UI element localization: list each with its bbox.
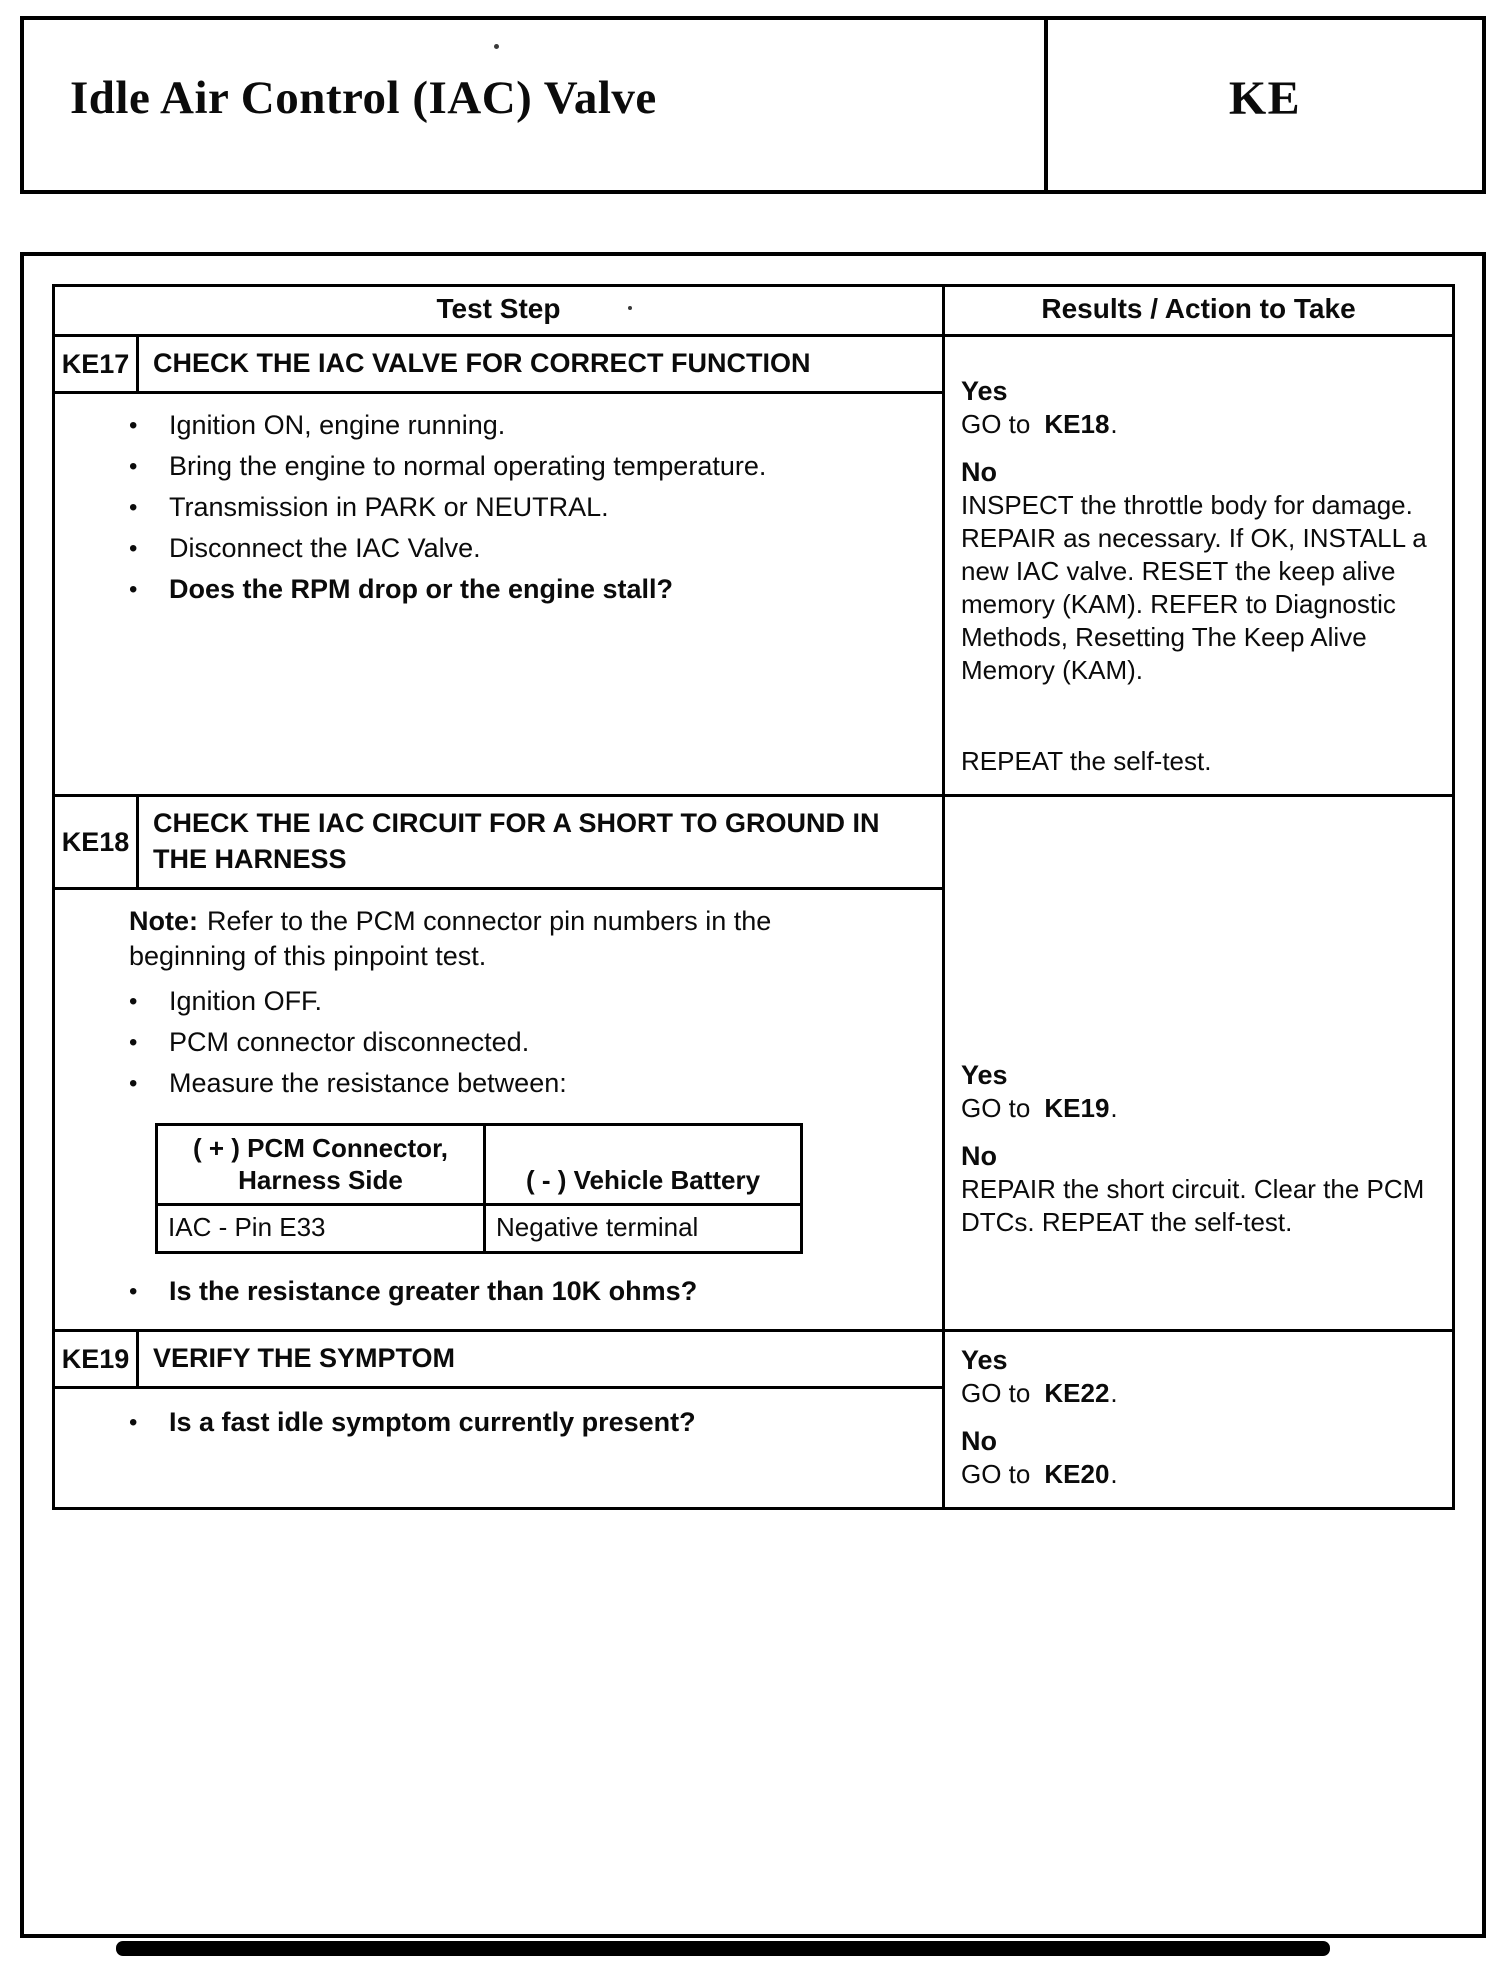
test-step-cell-ke18 <box>54 796 944 1331</box>
scan-artifact-speck <box>628 306 632 310</box>
pinpoint-test-table <box>52 284 1455 1510</box>
test-question-ke18: • Is the resistance greater than 10K ohms? <box>129 1274 918 1309</box>
measure-col2-header: ( - ) Vehicle Battery <box>485 1125 802 1205</box>
bullet-icon: • <box>129 988 138 1015</box>
step-title-ke19: VERIFY THE SYMPTOM <box>153 1343 456 1373</box>
table-header-row <box>54 286 1454 336</box>
instruction-item: • Bring the engine to normal operating temperature. <box>129 449 918 484</box>
question-list-ke19 <box>55 1405 918 1440</box>
go-to-target: KE20 <box>1044 1459 1110 1489</box>
scan-artifact-bar <box>116 1941 1330 1956</box>
instruction-item: • Ignition OFF. <box>129 984 918 1019</box>
test-section-ke17 <box>54 336 1454 796</box>
instruction-item: • Measure the resistance between: <box>129 1066 918 1101</box>
test-question-ke19: • Is a fast idle symptom currently present? <box>129 1405 918 1440</box>
scan-artifact-speck <box>494 44 499 49</box>
result-content-ke17 <box>961 337 1444 778</box>
bullet-icon: • <box>129 1070 138 1097</box>
no-label: No <box>961 457 997 487</box>
step-title-ke17: CHECK THE IAC VALVE FOR CORRECT FUNCTION <box>153 348 811 378</box>
test-question-ke17: • Does the RPM drop or the engine stall? <box>129 572 918 607</box>
instruction-item: • Disconnect the IAC Valve. <box>129 531 918 566</box>
go-to-target: KE18 <box>1044 409 1110 439</box>
bullet-icon: • <box>129 535 138 562</box>
instruction-item: • Transmission in PARK or NEUTRAL. <box>129 490 918 525</box>
yes-label: Yes <box>961 1060 1008 1090</box>
page-title-area <box>24 20 1044 190</box>
no-label: No <box>961 1141 997 1171</box>
test-section-ke18 <box>54 796 1454 1331</box>
step-body-ke19 <box>55 1389 942 1480</box>
step-id-ke17: KE17 <box>55 337 139 391</box>
results-cell-ke19 <box>944 1331 1454 1509</box>
no-label: No <box>961 1426 997 1456</box>
page-header-box <box>20 16 1486 194</box>
results-cell-ke17 <box>944 336 1454 796</box>
page-title: Idle Air Control (IAC) Valve <box>70 72 657 124</box>
result-content-ke18 <box>961 797 1444 1239</box>
repeat-self-test-note: REPEAT the self-test. <box>961 746 1212 776</box>
bullet-icon: • <box>129 1029 138 1056</box>
note-text: Note: Refer to the PCM connector pin numbers in the beginning of this pinpoint test. <box>129 906 772 971</box>
measure-pin-value: IAC - Pin E33 <box>157 1205 485 1253</box>
yes-label: Yes <box>961 376 1008 406</box>
yes-action: GO to KE19. <box>961 1093 1118 1123</box>
step-body-ke17 <box>55 394 942 627</box>
step-id-ke18: KE18 <box>55 797 139 887</box>
instruction-item: • Ignition ON, engine running. <box>129 408 918 443</box>
yes-action: GO to KE22. <box>961 1378 1118 1408</box>
col-header-test-step: Test Step <box>54 286 944 336</box>
step-id-ke19: KE19 <box>55 1332 139 1386</box>
note-label: Note: <box>129 906 198 936</box>
bullet-icon: • <box>129 453 138 480</box>
go-to-target: KE22 <box>1044 1378 1110 1408</box>
bullet-icon: • <box>129 576 138 603</box>
content-box <box>20 252 1486 1938</box>
yes-label: Yes <box>961 1345 1008 1375</box>
step-header-ke18 <box>55 797 942 890</box>
step-title-ke18: CHECK THE IAC CIRCUIT FOR A SHORT TO GROUND IN THE HARNESS <box>153 808 880 874</box>
measurement-table <box>155 1123 803 1254</box>
bullet-icon: • <box>129 494 138 521</box>
results-cell-ke18 <box>944 796 1454 1331</box>
measurement-value-row <box>157 1205 802 1253</box>
section-code-area <box>1044 20 1482 190</box>
bullet-icon: • <box>129 412 138 439</box>
step-body-ke18 <box>55 890 942 1329</box>
step-header-ke17 <box>55 337 942 394</box>
bullet-icon: • <box>129 1409 138 1436</box>
instruction-list-ke18 <box>55 984 918 1101</box>
question-list-ke18 <box>55 1274 918 1309</box>
measure-col1-header: ( + ) PCM Connector, Harness Side <box>157 1125 485 1205</box>
bullet-icon: • <box>129 1278 138 1305</box>
no-action: GO to KE20. <box>961 1459 1118 1489</box>
step-header-ke19 <box>55 1332 942 1389</box>
col-header-results: Results / Action to Take <box>944 286 1454 336</box>
go-to-target: KE19 <box>1044 1093 1110 1123</box>
result-content-ke19 <box>961 1332 1444 1491</box>
no-action: INSPECT the throttle body for damage. REPAIR as necessary. If OK, INSTALL a new IAC valve. RESET the keep alive memory (KAM). REFER to Diagnostic Methods, Resetting The Keep Alive Memory (KAM). <box>961 490 1427 685</box>
measurement-header-row <box>157 1125 802 1205</box>
test-step-cell-ke19 <box>54 1331 944 1509</box>
yes-action: GO to KE18. <box>961 409 1118 439</box>
instruction-list-ke17 <box>55 408 918 607</box>
measure-terminal-value: Negative terminal <box>485 1205 802 1253</box>
test-step-cell-ke17 <box>54 336 944 796</box>
section-code: KE <box>1228 71 1302 125</box>
test-section-ke19 <box>54 1331 1454 1509</box>
no-action: REPAIR the short circuit. Clear the PCM DTCs. REPEAT the self-test. <box>961 1174 1425 1237</box>
instruction-item: • PCM connector disconnected. <box>129 1025 918 1060</box>
